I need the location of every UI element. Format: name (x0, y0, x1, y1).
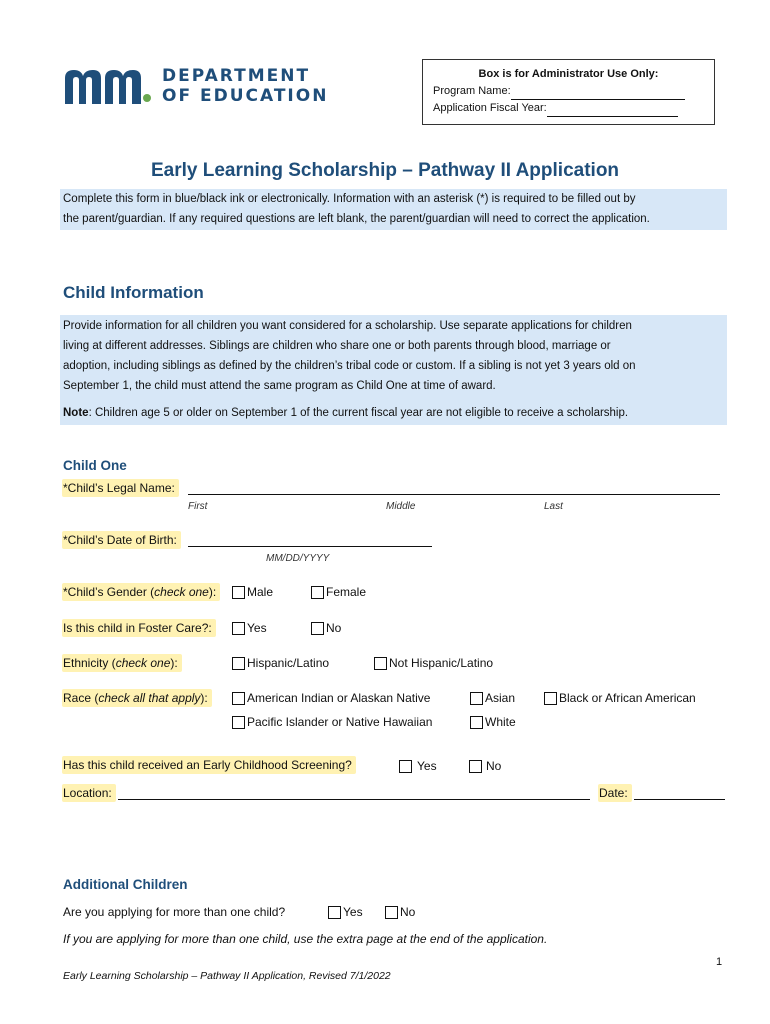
female-option-label: Female (326, 585, 367, 599)
more-than-one-no-label: No (400, 905, 416, 919)
program-name-row (433, 83, 704, 100)
program-name-label: Program Name: (433, 85, 511, 97)
gender-label (62, 583, 220, 601)
instructions-line-2: the parent/guardian. If any required questions are left blank, the parent/guardian will need to correct the application. (63, 213, 650, 225)
department-logo-text (162, 66, 328, 106)
black-label: Black or African American (559, 691, 696, 705)
screening-label: Has this child received an Early Childhood Screening? (62, 756, 356, 774)
foster-care-label: Is this child in Foster Care?: (62, 619, 216, 637)
date-field[interactable] (634, 799, 725, 800)
race-label-a: Race ( (63, 691, 99, 705)
dob-format-caption: MM/DD/YYYY (266, 553, 330, 564)
asian-label: Asian (485, 691, 516, 705)
more-than-one-yes-checkbox[interactable] (328, 906, 341, 919)
white-checkbox[interactable] (470, 716, 483, 729)
program-name-field[interactable] (511, 88, 685, 100)
location-label: Location: (62, 784, 116, 802)
race-label-i: check all that apply (98, 691, 201, 705)
foster-yes-checkbox[interactable] (232, 622, 245, 635)
location-field[interactable] (118, 799, 590, 800)
more-than-one-question: Are you applying for more than one child? (63, 905, 286, 919)
child-info-line-2: living at different addresses. Siblings are children who share one or both parents through blood, marriage or (63, 340, 611, 352)
instructions-box (60, 189, 727, 230)
note-text: : Children age 5 or older on September 1 of the current fiscal year are not eligible to receive a scholarship. (88, 407, 629, 419)
foster-yes-label: Yes (247, 621, 267, 635)
screening-no-checkbox[interactable] (469, 760, 482, 773)
fiscal-year-label: Application Fiscal Year: (433, 102, 547, 114)
ethnicity-label-a: Ethnicity ( (63, 656, 116, 670)
note-label: Note (63, 407, 89, 419)
footer-text: Early Learning Scholarship – Pathway II Application, Revised 7/1/2022 (63, 970, 391, 982)
screening-yes-label: Yes (417, 759, 437, 773)
not-hispanic-label: Not Hispanic/Latino (389, 656, 494, 670)
gender-label-i: check one (154, 585, 209, 599)
page-number: 1 (716, 956, 723, 968)
not-hispanic-checkbox[interactable] (374, 657, 387, 670)
foster-no-label: No (326, 621, 342, 635)
black-checkbox[interactable] (544, 692, 557, 705)
extra-page-instruction: If you are applying for more than one child, use the extra page at the end of the application. (63, 932, 548, 946)
administrator-box (422, 59, 715, 125)
gender-label-b: ): (208, 585, 217, 599)
gender-label-a: *Child’s Gender ( (63, 585, 155, 599)
middle-name-caption: Middle (386, 501, 416, 512)
more-than-one-yes-label: Yes (343, 905, 363, 919)
male-checkbox[interactable] (232, 586, 245, 599)
first-name-caption: First (188, 501, 208, 512)
hispanic-checkbox[interactable] (232, 657, 245, 670)
foster-no-checkbox[interactable] (311, 622, 324, 635)
child-info-note (63, 403, 727, 423)
additional-children-heading: Additional Children (63, 877, 188, 892)
race-label-b: ): (200, 691, 208, 705)
date-label: Date: (598, 784, 632, 802)
dob-label: *Child’s Date of Birth: (62, 531, 181, 549)
male-option-label: Male (247, 585, 274, 599)
logo-line-2: OF EDUCATION (162, 86, 329, 106)
dob-field[interactable] (188, 546, 432, 547)
more-than-one-no-checkbox[interactable] (385, 906, 398, 919)
child-information-heading: Child Information (63, 283, 204, 302)
child-info-line-3: adoption, including siblings as defined by the children’s tribal code or custom. If a sibling is not yet 3 years old on (63, 360, 636, 372)
pacific-islander-label: Pacific Islander or Native Hawaiian (247, 715, 433, 729)
ethnicity-label-i: check one (115, 656, 171, 670)
mn-logo-icon (63, 68, 151, 104)
instructions-line-1: Complete this form in blue/black ink or electronically. Information with an asterisk (*) is required to be filled out by (63, 193, 636, 205)
hispanic-label: Hispanic/Latino (247, 656, 330, 670)
screening-yes-checkbox[interactable] (399, 760, 412, 773)
page-title: Early Learning Scholarship – Pathway II Application (150, 160, 620, 181)
legal-name-field[interactable] (188, 494, 720, 495)
child-information-box (60, 315, 727, 425)
last-name-caption: Last (544, 501, 563, 512)
legal-name-label: *Child’s Legal Name: (62, 479, 179, 497)
screening-no-label: No (486, 759, 502, 773)
child-info-line-1: Provide information for all children you want considered for a scholarship. Use separate applications for children (63, 320, 632, 332)
ethnicity-label (62, 654, 182, 672)
ethnicity-label-b: ): (170, 656, 178, 670)
female-checkbox[interactable] (311, 586, 324, 599)
pacific-islander-checkbox[interactable] (232, 716, 245, 729)
american-indian-checkbox[interactable] (232, 692, 245, 705)
american-indian-label: American Indian or Alaskan Native (247, 691, 431, 705)
race-label (62, 689, 212, 707)
fiscal-year-field[interactable] (547, 105, 678, 117)
fiscal-year-row (433, 100, 704, 117)
child-one-heading: Child One (63, 458, 127, 473)
white-label: White (485, 715, 516, 729)
asian-checkbox[interactable] (470, 692, 483, 705)
logo-line-1: DEPARTMENT (162, 66, 311, 86)
child-info-line-4: September 1, the child must attend the same program as Child One at time of award. (63, 380, 496, 392)
admin-box-title: Box is for Administrator Use Only: (478, 68, 659, 80)
